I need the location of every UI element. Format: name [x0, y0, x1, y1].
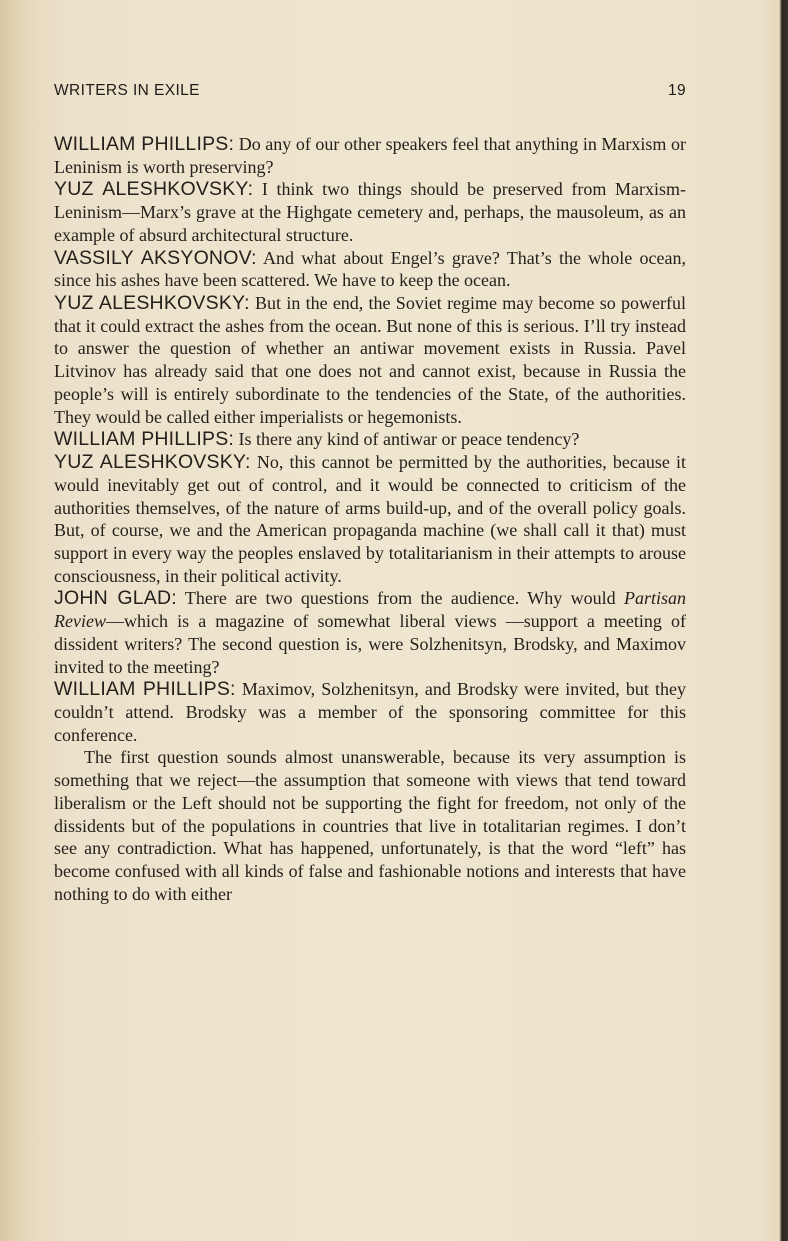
speaker-name: WILLIAM PHILLIPS: — [54, 133, 235, 155]
speech-text: Maximov, Solzhenitsyn, and Brodsky were invited, but they couldn’t attend. Brodsky was a member of the sponsoring committee for this conference. — [54, 679, 687, 745]
speaker-name: YUZ ALESHKOVSKY: — [54, 451, 251, 474]
speaker-name: WILLIAM PHILLIPS: — [54, 428, 235, 451]
paragraph — [54, 178, 686, 246]
body-text — [54, 133, 686, 905]
speech-text: —which is a magazine of somewhat liberal views —support a meeting of dissident writers? The second question is, were Solzhenitsyn, Brodsky, and Maximov invited to the meeting? — [54, 611, 686, 677]
running-header — [54, 82, 686, 106]
paragraph — [54, 133, 686, 178]
page-number: 19 — [667, 82, 686, 99]
paragraph — [54, 292, 686, 428]
running-title: WRITERS IN EXILE — [54, 82, 200, 99]
speech-text: The first question sounds almost unanswerable, because its very assumption is something that we reject—the assumption that someone with views that tend toward liberalism or the Left should not be supporting the fight for freedom, not only of the dissidents but of the populations in countries that live in totalitarian regimes. I don’t see any contradiction. What has happened, unfortunately, is that the word “left” has become confused with all kinds of false and fashionable notions and interests that have nothing to do with either — [54, 747, 686, 904]
paragraph — [54, 428, 686, 451]
paragraph — [54, 587, 686, 678]
speaker-name: YUZ ALESHKOVSKY: — [54, 178, 254, 201]
paragraph — [54, 247, 686, 292]
paragraph — [54, 678, 686, 746]
speaker-name: VASSILY AKSYONOV: — [54, 246, 257, 269]
speaker-name: JOHN GLAD: — [54, 587, 177, 610]
speech-text: But in the end, the Soviet regime may become so powerful that it could extract the ashes from the ocean. But none of this is serious. I’ll try instead to answer the question of whether an antiwar movement exists in Russia. Pavel Litvinov has already said that one does not and cannot exist, because in Russia the people’s will is entirely subordinate to the tendencies of the State, of the authorities. They would be called either imperialists or hegemonists. — [54, 293, 686, 427]
speech-text: I think two things should be preserved from Marxism-Leninism—Marx’s grave at the Highgate cemetery and, perhaps, the mausoleum, as an example of absurd architectural structure. — [54, 179, 687, 245]
paragraph — [54, 451, 686, 587]
speech-text: And what about Engel’s grave? That’s the whole ocean, since his ashes have been scattered. We have to keep the ocean. — [54, 247, 686, 291]
speech-text: No, this cannot be permitted by the authorities, because it would inevitably get out of control, and it would be connected to criticism of the authorities themselves, of the nature of arms build-up, and of the overall policy goals. But, of course, we and the American propaganda machine (we shall call it that) must support in every way the peoples enslaved by totalitarianism in their attempts to arouse consciousness, in their political activity. — [54, 452, 687, 586]
speaker-name: WILLIAM PHILLIPS: — [54, 678, 236, 701]
speaker-name: YUZ ALESHKOVSKY: — [54, 292, 250, 315]
speech-text: Is there any kind of antiwar or peace tendency? — [234, 429, 580, 450]
speech-text: Do any of our other speakers feel that anything in Marxism or Leninism is worth preserving? — [54, 134, 686, 177]
paragraph — [54, 746, 686, 905]
speech-text: There are two questions from the audience. Why would — [176, 588, 624, 609]
page-edge — [779, 0, 788, 1241]
publication-title: Partisan Review — [54, 588, 686, 632]
